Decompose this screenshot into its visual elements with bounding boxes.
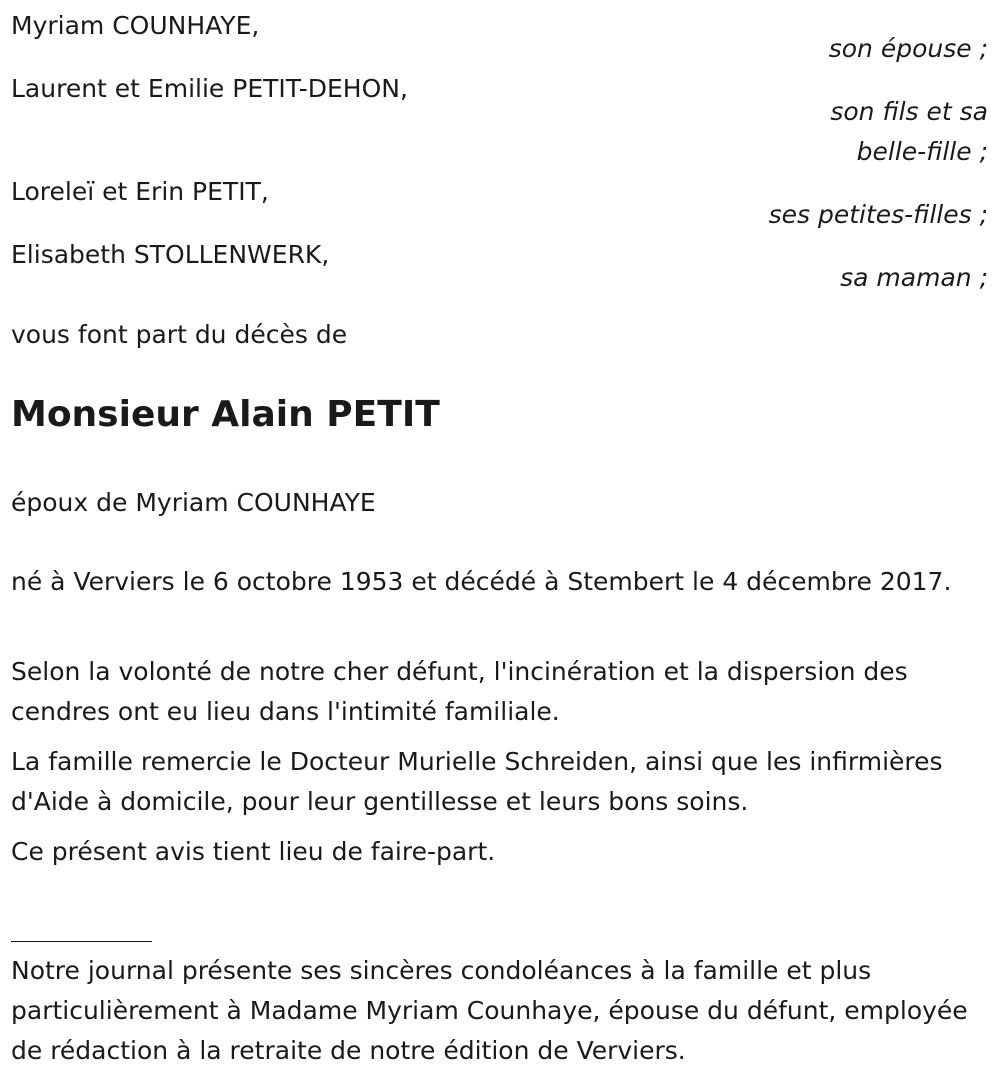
- spouse-line: époux de Myriam COUNHAYE: [11, 488, 376, 517]
- thanks-paragraph: La famille remercie le Docteur Murielle Schreiden, ainsi que les infirmières d'Aide à domicile, pour leur gentillesse et leurs bons soins.: [11, 747, 943, 816]
- family-member-relation: belle-fille ;: [856, 137, 988, 166]
- announcement-text: vous font part du décès de: [11, 320, 348, 349]
- deceased-name: Monsieur Alain PETIT: [11, 394, 440, 435]
- birth-death-paragraph: né à Verviers le 6 octobre 1953 et décédé à Stembert le 4 décembre 2017.: [11, 567, 952, 596]
- separator-line: [11, 941, 152, 942]
- family-member-relation: sa maman ;: [840, 263, 988, 292]
- family-member-relation: ses petites-filles ;: [768, 200, 988, 229]
- notice-paragraph: Ce présent avis tient lieu de faire-part.: [11, 837, 496, 866]
- family-member-name: Elisabeth STOLLENWERK,: [11, 240, 330, 269]
- newspaper-note-paragraph: Notre journal présente ses sincères condoléances à la famille et plus particulièrement à Madame Myriam Counhaye, épouse du défunt, employée de rédaction à la retraite de notre édition de Verviers.: [11, 956, 968, 1065]
- family-member-name: Myriam COUNHAYE,: [11, 11, 260, 40]
- family-member-relation: son fils et sa: [830, 97, 988, 126]
- family-member-name: Laurent et Emilie PETIT-DEHON,: [11, 74, 408, 103]
- family-member-name: Loreleï et Erin PETIT,: [11, 177, 269, 206]
- family-member-relation: son épouse ;: [828, 34, 988, 63]
- wishes-paragraph: Selon la volonté de notre cher défunt, l'incinération et la dispersion des cendres ont eu lieu dans l'intimité familiale.: [11, 657, 908, 726]
